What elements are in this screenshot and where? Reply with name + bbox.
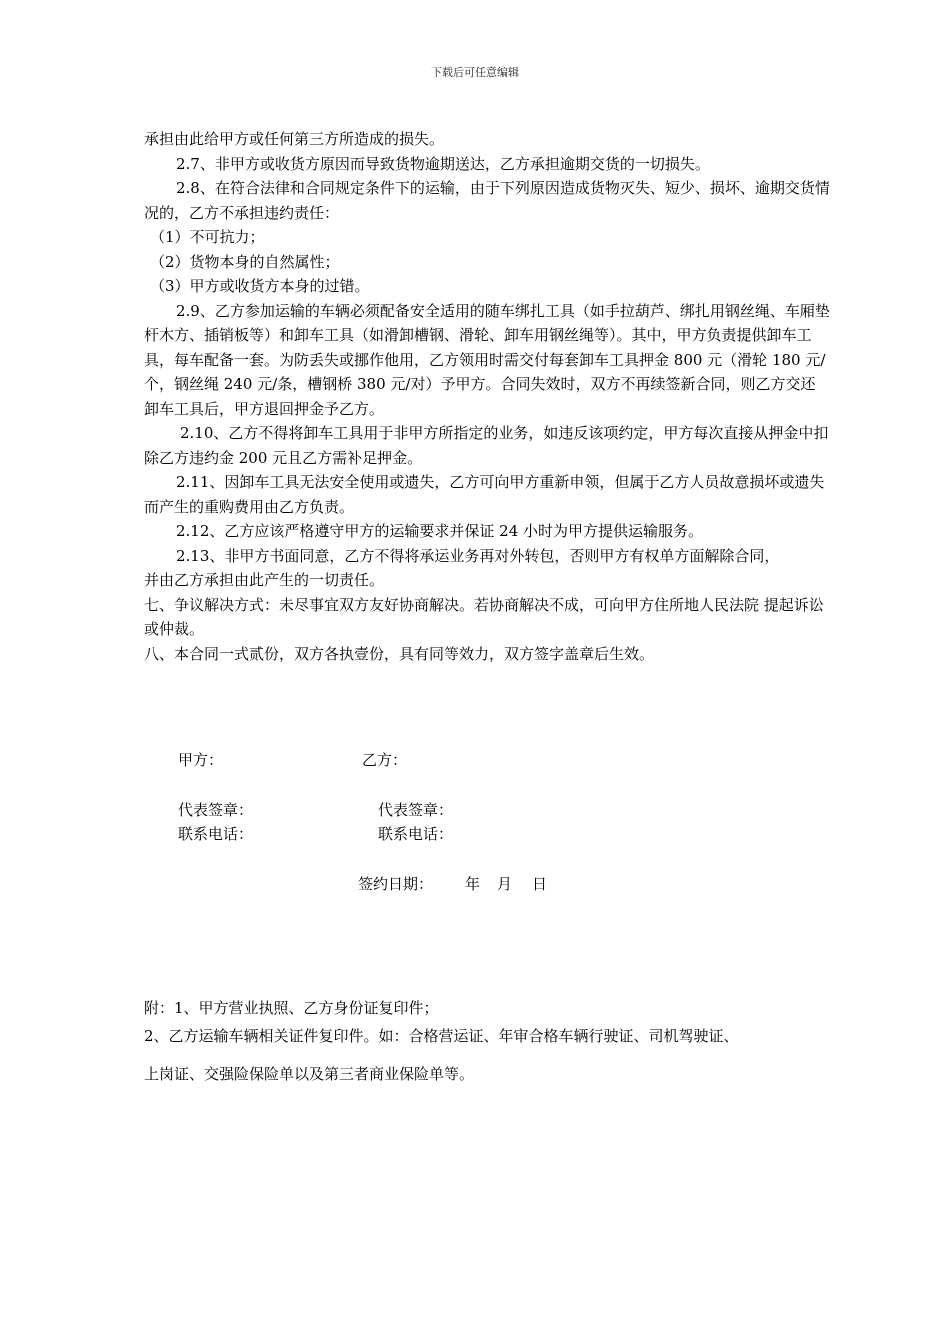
section-8-copies: 八、本合同一式贰份，双方各执壹份，具有同等效力，双方签字盖章后生效。 xyxy=(144,644,655,663)
signing-day: 日 xyxy=(532,875,548,893)
exemption-item-3: （3）甲方或收货方本身的过错。 xyxy=(150,277,370,295)
section-7-dispute: 七、争议解决方式：未尽事宜双方友好协商解决。若协商解决不成，可向甲方住所地人民法院 提起诉讼或仲裁。 xyxy=(144,595,824,638)
page-header: 下载后可任意编辑 xyxy=(431,66,519,79)
signing-year: 年 xyxy=(465,875,481,893)
appendix-line-2: 2、乙方运输车辆相关证件复印件。如：合格营运证、年审合格车辆行驶证、司机驾驶证、 xyxy=(144,1027,739,1045)
party-a-rep-label: 代表签章： xyxy=(178,801,254,819)
phone-row xyxy=(0,822,950,846)
party-a-label: 甲方： xyxy=(178,751,224,769)
clause-2-11: 2.11、因卸车工具无法安全使用或遗失，乙方可向甲方重新申领，但属于乙方人员故意损坏或遗失而产生的重购费用由乙方负责。 xyxy=(144,473,825,516)
representative-row xyxy=(0,798,950,822)
clause-2-8: 2.8、在符合法律和合同规定条件下的运输，由于下列原因造成货物灭失、短少、损坏、逾期交货情况的，乙方不承担违约责任： xyxy=(144,179,830,222)
party-row xyxy=(0,748,950,772)
paragraph-continuation: 承担由此给甲方或任何第三方所造成的损失。 xyxy=(144,130,445,148)
signing-date-label: 签约日期： xyxy=(358,875,434,893)
clause-2-10: 2.10、乙方不得将卸车工具用于非甲方所指定的业务，如违反该项约定，甲方每次直接从押金中扣除乙方违约金 200 元且乙方需补足押金。 xyxy=(144,424,829,467)
clause-2-12: 2.12、乙方应该严格遵守甲方的运输要求并保证 24 小时为甲方提供运输服务。 xyxy=(176,522,704,540)
contract-body xyxy=(144,127,830,666)
clause-2-9: 2.9、乙方参加运输的车辆必须配备安全适用的随车绑扎工具（如手拉葫芦、绑扎用钢丝绳、车厢垫杆木方、插销板等）和卸车工具（如滑卸槽钢、滑轮、卸车用钢丝绳等）。其中，甲方负责提供卸车工具，每车配备一套。为防丢失或挪作他用，乙方领用时需交付每套卸车工具押金 800 元（滑轮 180 元/个，钢丝绳 240 元/条，槽钢桥 380 元/对）予甲方。合同失效时，双方不再续签新合同，则乙方交还卸车工具后，甲方退回押金予乙方。 xyxy=(144,301,830,418)
signing-month: 月 xyxy=(497,875,513,893)
signature-block xyxy=(0,748,950,772)
representative-block xyxy=(0,798,950,846)
appendix-line-3: 上岗证、交强险保险单以及第三者商业保险单等。 xyxy=(144,1065,475,1083)
party-a-phone-label: 联系电话： xyxy=(178,825,254,843)
party-b-rep-label: 代表签章： xyxy=(378,801,454,819)
clause-2-13 xyxy=(144,544,830,593)
clause-2-7: 2.7、非甲方或收货方原因而导致货物逾期送达，乙方承担逾期交货的一切损失。 xyxy=(176,154,710,173)
clause-2-13-part1: 2.13、非甲方书面同意，乙方不得将承运业务再对外转包，否则甲方有权单方面解除合同， xyxy=(176,546,780,565)
party-b-phone-label: 联系电话： xyxy=(378,825,454,843)
signing-date xyxy=(358,872,547,896)
exemption-item-1: （1）不可抗力； xyxy=(150,228,265,246)
party-b-label: 乙方： xyxy=(362,751,408,769)
clause-2-13-part2: 并由乙方承担由此产生的一切责任。 xyxy=(144,571,385,589)
appendix-line-1: 附：1、甲方营业执照、乙方身份证复印件； xyxy=(144,999,439,1017)
appendix xyxy=(144,996,830,1086)
exemption-item-2: （2）货物本身的自然属性； xyxy=(150,252,340,271)
